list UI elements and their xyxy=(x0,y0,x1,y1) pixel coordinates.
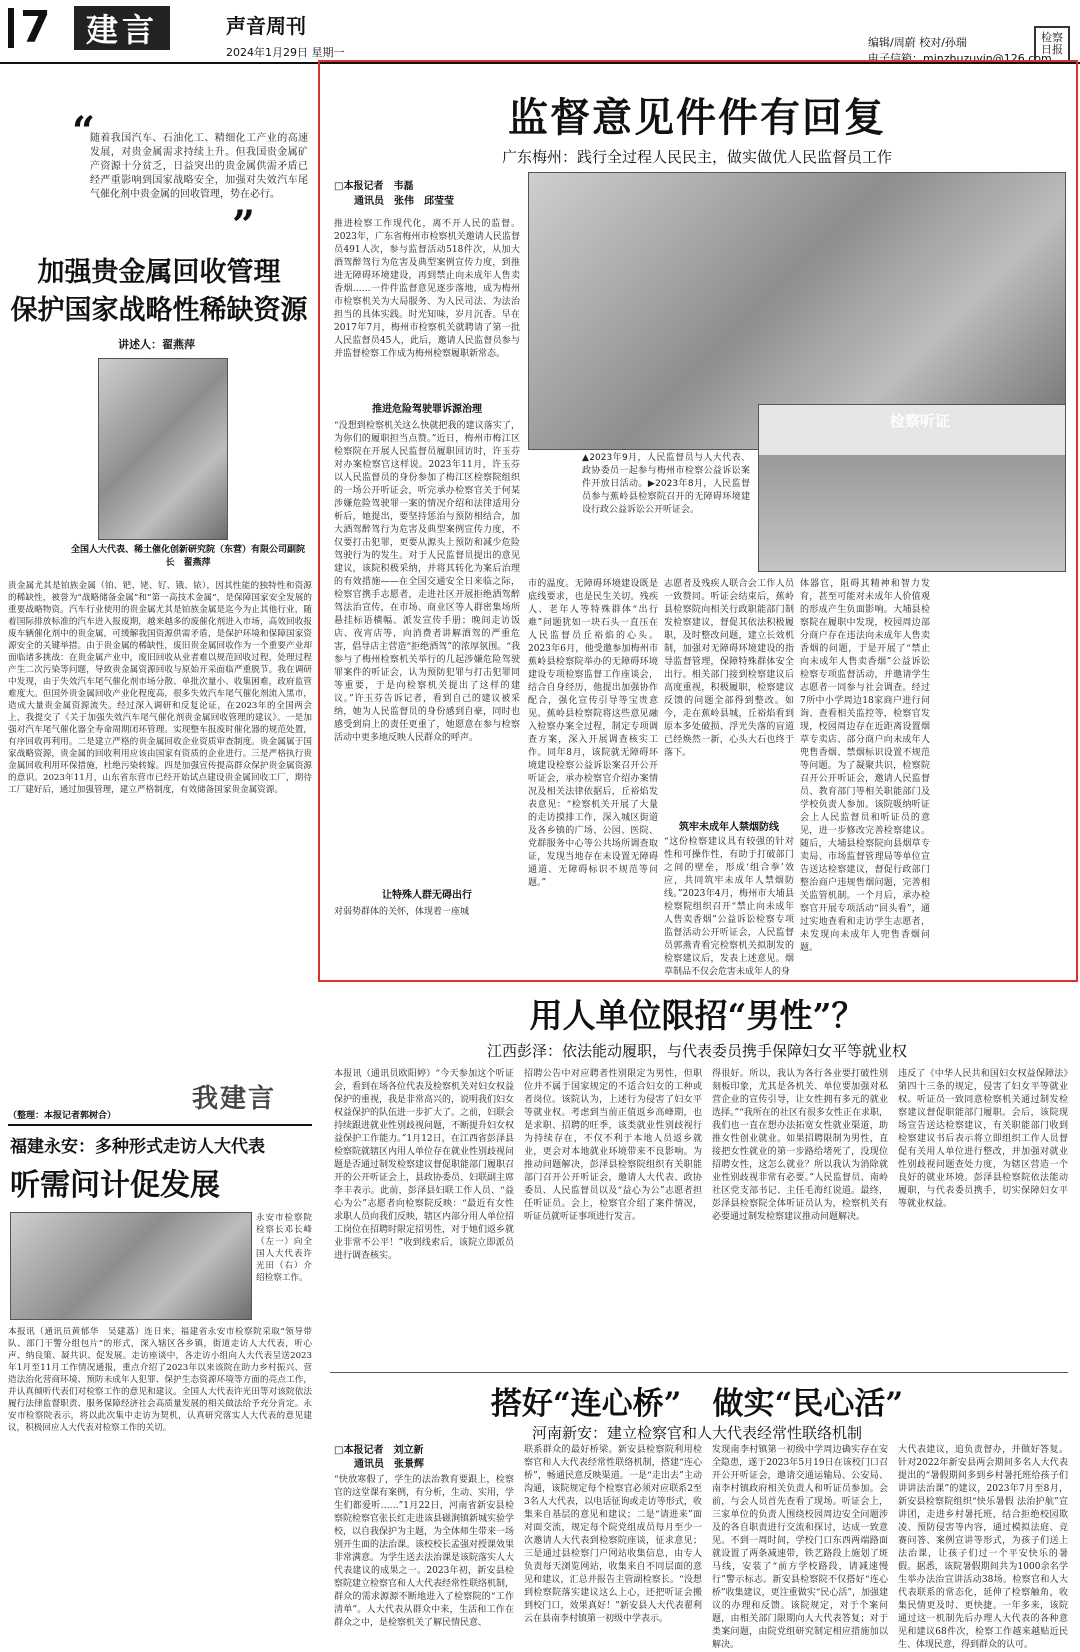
feature-byline-reporter: □本报记者 韦磊 xyxy=(334,181,414,192)
email: 电子信箱：minzhuzuyin@126.com xyxy=(868,52,1052,65)
editors: 编辑/周蔚 校对/孙瑞 xyxy=(868,36,967,49)
speaker-photo xyxy=(98,358,228,540)
page-bar xyxy=(8,8,14,48)
issue-date: 2024年1月29日 星期一 xyxy=(226,46,345,59)
article2-headline: 用人单位限招“男性”？ xyxy=(529,996,865,1035)
feature-headline: 监督意见件件有回复 xyxy=(508,94,886,141)
feature-col1-text3: 对弱势群体的关怀，体现着一座城 xyxy=(334,907,470,917)
article3-col3: 发现南李村镇第一初级中学周边确实存在安全隐患，遂于2023年5月19日在该校门口召开公开听证会，邀请交通运输局、公安局、南李村镇政府相关负责人和听证员参加。会前，与会人员首先查看了现场。听证会上，三家单位的负责人围绕校园周边安全问题涉及的各自职责进行交流和探讨，达成一致意见。不到一周时间，学校门口东西两端路面就设置了两条减速带，铁艺路段上施划了斑马线，安装了“前方学校路段，请减速慢行”警示标志。新安县检察院不仅搭好“连心桥”收集建议，更注重做实“民心活”，加强建议的办理和反馈。该院规定，对于个案问题，由相关部门限期向人大代表答复；对于类案问题，由院党组研究制定相应措施加以解决。 xyxy=(712,1445,888,1650)
left-bottom-body: 本报讯（通讯员黄郁华 吴建荔）连日来，福建省永安市检察院采取“领导带队、部门干警分组包片”的形式，深入辖区各乡镇，街道走访人大代表，听心声、纳良策、凝共识、促发展。走访座谈中，各走访小组向人大代表呈送2023年1月至11月工作情况通报，重点介绍了2023年以来该院在助力乡村振兴、营造法治化营商环境、预防未成年人犯罪、保护生态资源环境等方面的亮点工作，并认真倾听代表们对检察工作的意见和建议。全国人大代表许光田等对该院依法履行法律监督职责、服务保障经济社会高质量发展的相关做法给予充分肯定。永安市检察院表示，将以此次集中走访为契机，认真研究落实人大代表的意见建议，积极回应人大代表对检察工作的关切。 xyxy=(8,1327,312,1433)
article2-subhead: 江西彭泽：依法能动履职，与代表委员携手保障妇女平等就业权 xyxy=(486,1042,907,1060)
article-divider xyxy=(330,1372,1068,1373)
article3-col4: 大代表建议，追负责督办，并做好答复。针对2022年新安县两会期间多名人大代表提出的“暑假期间多到乡村暑托班给孩子们讲讲法治课”的建议，2023年7月至8月，新安县检察院组织“快乐暑假 法治护航”宣讲团，走进乡村暑托班，结合拒绝校园欺凌、预防侵害等内容，通过模拟法庭、竞赛问答、案例宣讲等形式，为孩子们送上法治课，让孩子们过一个平安快乐的暑假。据悉，该院暑假期间共为1000余名学生举办法治宣讲活动38场。检察官和人大代表联系的常态化，延伸了检察触角，收集民情更及时、更快捷。一年多来，该院通过这一机制先后办理人大代表的各种意见和建议68件次，检察工作越来越贴近民生、体现民意，得到群众的认可。 xyxy=(898,1445,1068,1650)
article2-col3: 得很好。所以，我认为各行各业要打破性别刻板印象，尤其是各机关、单位要加强对私营企业的宣传引导，让女性拥有多元的就业选择。”“我所在的社区有很多女性正在求职，我们也一直在想办法拓宽女性就业渠道，助推女性创业就业。如果招聘限制为男性，直接把女性就业的第一步路给堵死了，没现位招聘女性，这怎么就业？所以我认为消除就业性别歧视非常有必要。”人民监督员、南岭社区党支部书记、主任毛海红说道。最终，彭泽县检察院全体听证员认为，检察机关有必要通过制发检察建议推动问题解决。 xyxy=(712,1069,888,1222)
left-article-body: 贵金属尤其是铂族金属（铂、钯、铑、钌、锇、铱），因其性能的独特性和资源的稀缺性，被誉为“战略储备金属”和“第一高技术金属”，是保障国家安全发展的重要战略物资。汽车行业使用的贵金属尤其是铂族金属是迄今为止其他行业，随着国际排放标准的汽车进入报废期，越来越多的废催化剂进入市场，高效回收报废车辆催化剂中的贵金属，可缓解我国资源供需矛盾，是保护环境和保障国家资源安全的关键举措。由于贵金属的稀缺性，废旧贵金属回收作为一个重要产业却面临诸多挑战：在贵金属产业中，废旧回收从业者难以规范回收过程，处理过程产生二次污染等问题，导致贵金属资源回收与原始开采面临严重脱节。我在调研中发现，由于失效汽车尾气催化剂市场分散、单批次量小、收集困难，政府监管难度大。但国外贵金属回收产业化程度高，很多失效汽车尾气催化剂流入黑市，造成大量贵金属资源流失。经过深入调研和反复论证，在2023年的全国两会上，我提交了《关于加强失效汽车尾气催化剂贵金属回收管理的建议》。一是加强对汽车尾气催化器全寿命周期闭环管理。实现整车报废时催化器的规范处置，有序回收再利用。二是建立严格的贵金属回收企业资质审查制度。贵金属属于国家战略资源，贵金属的回收利用应该由国家有资质的企业进行。三是严格执行贵金属回收利用环保措施，杜绝污染转嫁。四是加强宣传提高群众保护贵金属资源的意识。2023年11月，山东省东营市已经开始试点建设贵金属回收工厂，期待工厂建好后，通过加强管理，建立严格制度，有效储备国家贵金属资源。 xyxy=(8,581,312,795)
hearing-sign: 检察听证 xyxy=(890,412,951,430)
page-number: 7 xyxy=(20,2,51,53)
feature-subhead: 广东梅州：践行全过程人民民主，做实做优人民监督员工作 xyxy=(501,148,892,166)
feature-col1-text2: “没想到检察机关这么快就把我的建议落实了，为你们的履职担当点赞。”近日，梅州市梅江区检察院在开展人民监督员履职回访时，许玉芬对办案检察官这样说。2023年11月，许玉芬以人民监督员的身份参加了梅江区检察院组织的一场公开听证会，听完承办检察官关于何某涉嫌危险驾驶罪一案的情况介绍和法律适用分析后，她提出，要坚持惩治与预防相结合，加大酒驾醉驾行为危害及典型案例宣传力度，不仅要打击犯罪，更要从源头上预防和减少危险驾驶行为的发生。对于人民监督员提出的意见建议，该院积极采纳，并将其转化为案后治理的有效措施——在全国交通安全日来临之际，检察官携手志愿者，走进社区开展拒绝酒驾醉驾法治宣传，在市场、商业区等人群密集场所悬挂标语横幅、派发宣传手册；晚间走访饭店、夜宵店等，向消费者讲解酒驾的严重危害，倡导店主营造“拒绝酒驾”的浓厚氛围。“我参与了梅州检察机关举行的几起涉嫌危险驾驶罪案件的听证会，认为预防犯罪与打击犯罪同等重要，于是向检察机关提出了这样的建议。”许玉芬告诉记者，看到自己的建议被采纳，她为人民监督员的身份感到自豪，同时也感受到肩上的责任更重了，她愿意在参与检察活动中更多地反映人民群众的呼声。 xyxy=(334,421,520,743)
feature-col1-text: 推进检察工作现代化，离不开人民的监督。2023年，广东省梅州市检察机关邀请人民监督员491人次，参与监督活动518件次，从加大酒驾醉驾行为危害及典型案例宣传力度，到推进无障碍环境建设，再到禁止向未成年人售卖香烟……一件件监督意见逐步落地，成为梅州市检察机关为大局服务、为人民司法、为法治担当的具体实践。时光知味，岁月沉香。早在2017年7月，梅州市检察机关就聘请了第一批人民监督员45人，此后，邀请人民监督员参与并监督检察工作成为梅州检察履职新常态。 xyxy=(334,219,520,359)
feature-col5-text xyxy=(936,578,1066,964)
feature-photo-caption: ▲2023年9月，人民监督员与人大代表、政协委员一起参与梅州市检察公益诉讼案件开放日活动。▶2023年8月，人民监督员参与蕉岭县检察院召开的无障碍环境建设行政公益诉讼公开听证会。 xyxy=(582,453,750,515)
left-bottom-kicker: 福建永安：多种形式走访人大代表 xyxy=(10,1137,265,1157)
article2-col1: 本报讯（通讯员欧阳婷）“今天参加这个听证会，看到在场各位代表及检察机关对妇女权益保护的重视，我是非常高兴的，说明我们妇女权益保护的队伍进一步扩大了。之前，妇联会持续跟进就业性别歧视问题，不断提升妇女权益保护工作能力。”1月12日，在江西省彭泽县检察院就辖区内用人单位存在就业性别歧视问题是否通过制发检察建议督促职能部门履职召开的公开听证会上，县政协委员、妇联副主席李丰表示。此前，彭泽县妇联工作人员、“益心为公”志愿者向检察院反映：“最近有女性求职人员向我们反映，辖区内部分用人单位招工岗位在招聘时限定招男性，对于她们返乡就业非常不公平！”收到线索后，该院立即派员进行调查核实。 xyxy=(334,1069,515,1261)
feature-col4-text: 体器官，阻碍其精神和智力发育，甚至可能对未成年人价值观的形成产生负面影响。大埔县检察院在履职中发现，校园周边部分商户存在违法向未成年人售卖香烟的问题，于是开展了“禁止向未成年人售卖香烟”公益诉讼检察专项监督活动，并邀请学生志愿者一同参与社会调查。经过7所中小学周边18家商户进行问询、查看相关监控等，检察官发现，校园周边存在近距离设置烟草专卖店、部分商户向未成年人兜售香烟、禁烟标识设置不规范等问题。为了凝聚共识，检察院召开公开听证会，邀请人民监督员、教育部门等相关职能部门及学校负责人参加。该院吸纳听证会上人民监督员和听证员的意见，进一步修改完善检察建议。随后，大埔县检察院向县烟草专卖局、市场监督管理局等单位宣告送达检察建议，督促行政部门整治商户违规售烟问题，完善相关监管机制。一个月后，承办检察官开展专项活动“回头看”，通过实地查看和走访学生志愿者，未发现向未成年人兜售香烟问题。 xyxy=(800,579,930,953)
feature-col3-text: 志愿者及残疾人联合会工作人员一致赞同。听证会结束后，蕉岭县检察院向相关行政职能部门制发检察建议，督促其依法积极履职，及时整改问题，建立长效机制，加强对无障碍环境建设的指导监督管理，保障特殊群体安全出行。相关部门接到检察建议后高度重视，积极履职，检察建议反馈的问题全部得到整改。如今，走在蕉岭县城，丘裕焰看到原本多处破损、浮光失落的盲道已经焕然一新，心头大石也终于落下。 xyxy=(664,579,794,758)
quote-open-icon: “ xyxy=(72,108,96,155)
section-banner: 建言 xyxy=(74,6,170,50)
visit-photo-caption: 永安市检察院检察长邓长峰（左一）向全国人大代表许光田（右）介绍检察工作。 xyxy=(256,1213,312,1283)
quote-close-icon: ” xyxy=(232,202,256,249)
article3-byline-correspondent: 通讯员 张景辉 xyxy=(354,1459,424,1470)
article3-byline-reporter: □本报记者 刘立新 xyxy=(334,1445,424,1456)
left-headline: 加强贵金属回收管理 保护国家战略性稀缺资源 xyxy=(10,257,308,326)
feature-col2-text: 市的温度。无障碍环境建设既是底线要求，也是民生关切。残疾人、老年人等特殊群体“出行难”问题犹如一块石头一直压在人民监督员丘裕焰的心头。2023年6月，他受邀参加梅州市蕉岭县检察院举办的无障碍环境建设专项检察监督工作座谈会，结合自身经历，他提出加强协作配合，强化宣传引导等宝贵意见。蕉岭县检察院将这些意见融入检察办案全过程，制定专项调查方案，深入开展调查核实工作。同年8月，该院就无障碍环境建设检察公益诉讼案召开公开听证会，承办检察官介绍办案情况及相关法律依据后，丘裕焰发表意见：“检察机关开展了大量的走访摸排工作，深入城区街道及各乡镇的广场、公园、医院、党群服务中心等公共场所调查取证，发现当地存在未设置无障碍通道、无障碍标识不规范等问题。” xyxy=(528,579,658,888)
feature-section-2: 让特殊人群无碍出行 xyxy=(382,890,472,901)
article3-subhead: 河南新安：建立检察官和人大代表经常性联络机制 xyxy=(531,1424,862,1442)
feature-section-1: 推进危险驾驶罪诉源治理 xyxy=(372,404,482,415)
column-name: 声音周刊 xyxy=(226,14,306,38)
speaker-caption: 全国人大代表、稀土催化创新研究院（东营）有限公司副院长 翟燕萍 xyxy=(70,545,305,568)
left-footer: （整理：本报记者郭树合） xyxy=(8,1111,117,1121)
article2-col2: 招聘公告中对应聘者性别限定为男性，但职位并不属于国家规定的不适合妇女的工种或者岗位。该院认为，上述行为侵害了妇女平等就业权。考虑到当前正值返乡高峰期，也是求职、招聘的旺季，该类就业性别歧视行为持续存在，不仅不利于本地人员返乡就业，更会对本地就业环境带来不良影响。为推动问题解决，彭泽县检察院组织有关职能部门召开公开听证会，邀请人大代表、政协委员、人民监督员以及“益心为公”志愿者担任听证员。会上，检察官介绍了案件情况，听证员就听证事项进行发言。 xyxy=(524,1069,702,1222)
column-tag: 我建言 xyxy=(192,1084,277,1114)
intro-quote: 随着我国汽车、石油化工、精细化工产业的高速发展，对贵金属需求持续上升。但我国贵金属矿产资源十分贫乏，日益突出的贵金属供需矛盾已经严重影响到国家战略安全，加强对失效汽车尾气催化剂中贵金属的回收管理，势在必行。 xyxy=(90,133,308,200)
feature-col3-text2: “这份检察建议具有较强的针对性和可操作性，有助于打破部门之间的壁垒，形成‘组合拳’效应，共同筑牢未成年人禁烟防线。”2023年4月，梅州市大埔县检察院组织召开“禁止向未成年人售卖香烟”公益诉讼检察专项监督活动公开听证会，人民监督员郭燕青看完检察机关拟制发的检察建议后，发表上述意见。烟草制品不仅会危害未成年人的身 xyxy=(664,837,794,977)
feature-byline-correspondent: 通讯员 张伟 邱莹莹 xyxy=(354,196,454,207)
article3-col2: 联系群众的最好桥梁。新安县检察院利用检察官和人大代表经常性联络机制，搭建“连心桥”，畅通民意反映渠道。一是“走出去”主动沟通，该院规定每个检察官必须对应联系2至3名人大代表，以电话征询或走访等形式，收集来自基层的意见和建议；二是“请进来”面对面交流，规定每个院党组成员每月至少一次邀请人大代表到检察院座谈，征求意见；三是通过县检察门户网站收集信息，由专人负责每天浏览网站，收集来自不同层面的意见和建议，汇总并报告主管副检察长。“没想到检察院落实建议这么上心，还把听证会搬到校门口，效果真好！”新安县人大代表翟利云在县南李村镇第一初级中学表示。 xyxy=(524,1445,702,1624)
divider xyxy=(8,1124,312,1126)
article3-col1: “快放寒假了，学生的法治教育要跟上，检察官的这堂课有案例，有分析，生动、实用，学生们都爱听……”1月22日，河南省新安县检察院检察官张长红走进该县磁涧镇新城实验学校，以自我保护为主题，为全体师生带来一场别开生面的法治课。该校校长孟强对授课效果非常满意。为学生送去法治课是该院落实人大代表建议的成果之一。2023年初，新安县检察院建立检察官和人大代表经常性联络机制，群众的需求源源不断地进入了检察院的“工作清单”。人大代表从群众中来，生活和工作在群众之中，是检察机关了解民情民意、 xyxy=(334,1475,515,1628)
feature-section-3: 筑牢未成年人禁烟防线 xyxy=(679,822,779,833)
article3-headline: 搭好“连心桥” 做实“民心活” xyxy=(490,1386,904,1422)
left-bottom-headline: 听需问计促发展 xyxy=(10,1168,220,1203)
article2-col4: 违反了《中华人民共和国妇女权益保障法》第四十三条的规定，侵害了妇女平等就业权。听证员一致同意检察机关通过制发检察建议督促职能部门履职。会后，该院现场宣告送达检察建议，有关职能部门收到检察建议书后表示将立即组织工作人员督促有关用人单位进行整改，并加强对就业性别歧视问题查处力度，为辖区营造一个良好的就业环境。彭泽县检察院依法能动履职，与代表委员携手，切实保障妇女平等就业权益。 xyxy=(898,1069,1068,1209)
visit-photo xyxy=(10,1212,252,1320)
newspaper-logo: 检察日报 xyxy=(1034,26,1070,62)
speaker: 讲述人：翟燕萍 xyxy=(118,338,195,351)
